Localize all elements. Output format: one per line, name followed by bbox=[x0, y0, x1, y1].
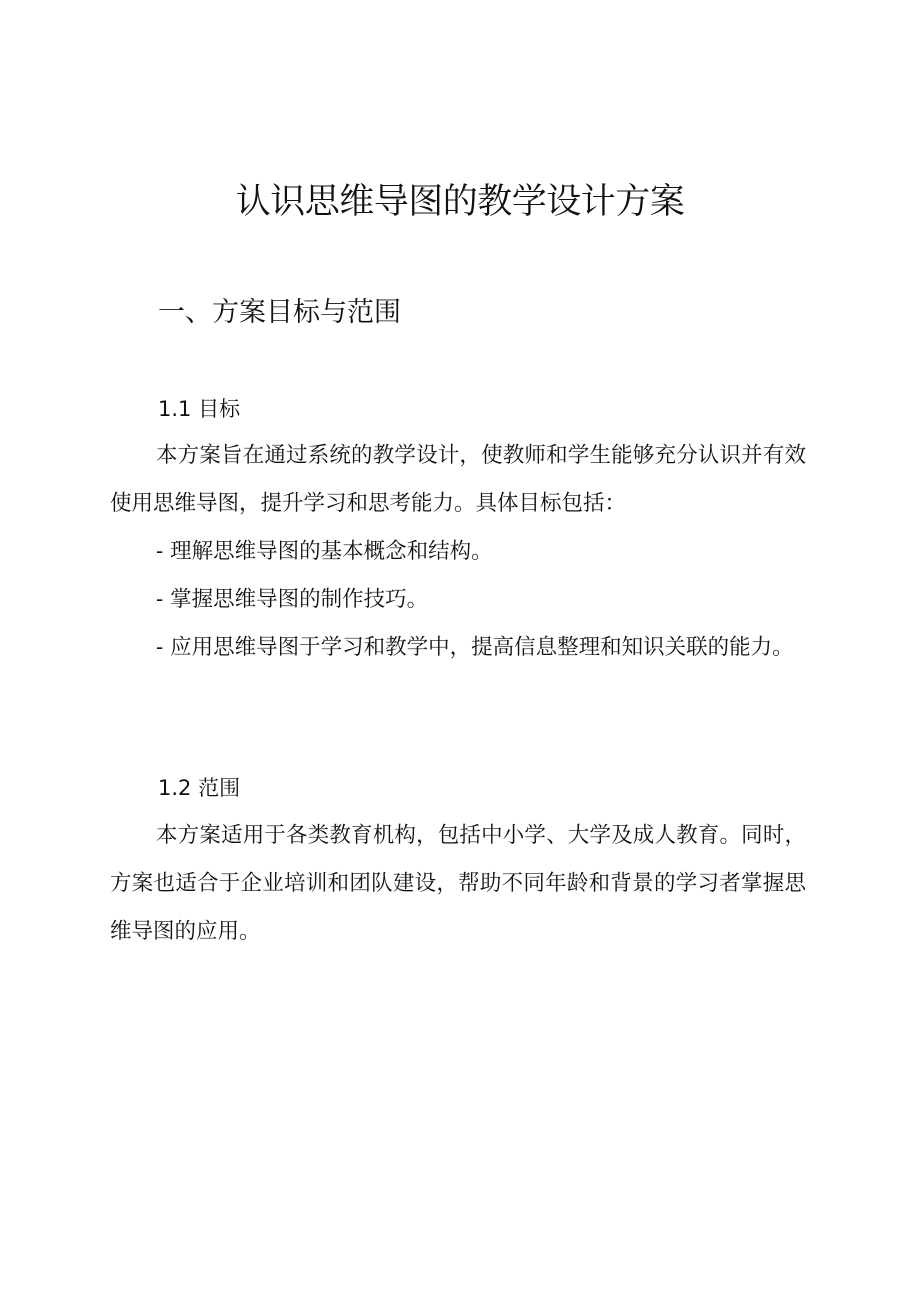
scope-paragraph: 本方案适用于各类教育机构，包括中小学、大学及成人教育。同时，方案也适合于企业培训和团队建设，帮助不同年龄和背景的学习者掌握思维导图的应用。 bbox=[110, 823, 806, 944]
goal-list-item-1: - 理解思维导图的基本概念和结构。 bbox=[156, 539, 493, 564]
goal-list-item-2: - 掌握思维导图的制作技巧。 bbox=[156, 587, 429, 612]
document-title: 认识思维导图的教学设计方案 bbox=[235, 182, 685, 222]
goal-intro-paragraph: 本方案旨在通过系统的教学设计，使教师和学生能够充分认识并有效使用思维导图，提升学习和思考能力。具体目标包括： bbox=[110, 443, 806, 516]
subheading-goal: 1.1 目标 bbox=[158, 397, 241, 421]
section-heading-1: 一、方案目标与范围 bbox=[158, 297, 401, 328]
goal-list-item-3: - 应用思维导图于学习和教学中，提高信息整理和知识关联的能力。 bbox=[156, 635, 794, 660]
subheading-scope: 1.2 范围 bbox=[158, 776, 241, 800]
